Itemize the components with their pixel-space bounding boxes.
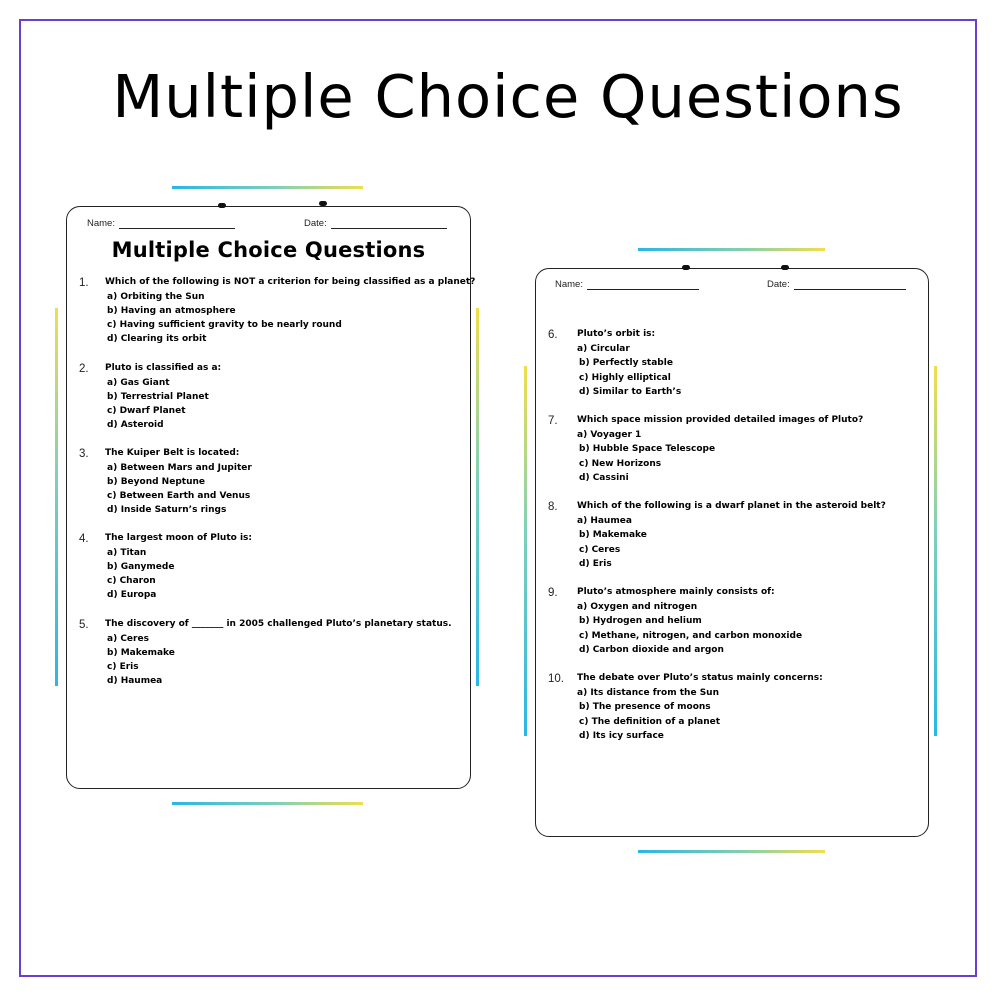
answer-option[interactable]: a) Its distance from the Sun (577, 687, 719, 698)
answer-option[interactable]: d) Haumea (107, 676, 163, 687)
binder-clip-icon (682, 265, 690, 270)
answer-option[interactable]: a) Haumea (577, 515, 632, 526)
answer-option[interactable]: d) Clearing its orbit (107, 334, 207, 345)
answer-option[interactable]: d) Europa (107, 590, 157, 601)
answer-option[interactable]: b) Hubble Space Telescope (579, 444, 716, 454)
name-label: Name: (87, 218, 115, 229)
answer-option[interactable]: d) Asteroid (107, 420, 164, 431)
answer-option[interactable]: c) The definition of a planet (579, 716, 721, 727)
accent-line-top-left (172, 186, 363, 189)
accent-line-left-outer (55, 308, 58, 686)
question-number: 8. (548, 501, 558, 513)
binder-clip-icon (781, 265, 789, 270)
accent-line-top-right (638, 248, 825, 251)
answer-option[interactable]: b) Makemake (579, 530, 647, 540)
answer-option[interactable]: a) Between Mars and Jupiter (107, 462, 252, 473)
date-field[interactable] (304, 218, 447, 229)
accent-line-right-outer (934, 366, 937, 736)
answer-option[interactable]: b) Hydrogen and helium (579, 616, 702, 626)
question-number: 4. (79, 533, 89, 545)
answer-option[interactable]: d) Similar to Earth’s (579, 387, 682, 397)
date-label: Date: (767, 279, 790, 290)
date-field[interactable] (767, 279, 906, 290)
answer-option[interactable]: d) Carbon dioxide and argon (579, 645, 724, 655)
answer-option[interactable]: c) Eris (107, 662, 139, 673)
answer-option[interactable]: c) Having sufficient gravity to be nearly round (107, 320, 342, 331)
answer-option[interactable]: a) Voyager 1 (577, 429, 642, 440)
answer-option[interactable]: b) Makemake (107, 647, 175, 658)
question-text: The largest moon of Pluto is: (105, 533, 252, 543)
question-text: Pluto’s orbit is: (577, 329, 656, 339)
question-text: The Kuiper Belt is located: (105, 448, 240, 458)
answer-option[interactable]: c) Methane, nitrogen, and carbon monoxide (579, 630, 803, 641)
question-number: 7. (548, 415, 558, 427)
answer-option[interactable]: c) Dwarf Planet (107, 406, 186, 417)
name-label: Name: (555, 279, 583, 290)
question-number: 2. (79, 363, 89, 375)
answer-option[interactable]: c) New Horizons (579, 458, 662, 469)
question-number: 3. (79, 448, 89, 460)
answer-option[interactable]: b) Terrestrial Planet (107, 391, 209, 402)
date-label: Date: (304, 218, 327, 229)
answer-option[interactable]: a) Titan (107, 547, 147, 558)
answer-option[interactable]: c) Highly elliptical (579, 372, 671, 383)
answer-option[interactable]: b) The presence of moons (579, 702, 711, 712)
answer-option[interactable]: b) Perfectly stable (579, 358, 673, 368)
accent-line-right-inner (524, 366, 527, 736)
question-text: Which of the following is a dwarf planet in the asteroid belt? (577, 501, 886, 511)
answer-option[interactable]: a) Oxygen and nitrogen (577, 601, 698, 612)
question-text: The debate over Pluto’s status mainly concerns: (577, 673, 823, 683)
worksheet-page-1 (66, 206, 476, 789)
answer-option[interactable]: a) Ceres (107, 633, 149, 644)
question-number: 5. (79, 619, 89, 631)
accent-line-bottom-right (638, 850, 825, 853)
answer-option[interactable]: b) Having an atmosphere (107, 305, 236, 316)
name-field[interactable] (87, 218, 235, 229)
binder-clip-icon (218, 203, 226, 208)
answer-option[interactable]: a) Gas Giant (107, 377, 170, 388)
question-number: 6. (548, 329, 558, 341)
accent-line-left-inner (476, 308, 479, 686)
answer-option[interactable]: b) Ganymede (107, 561, 175, 572)
answer-option[interactable]: c) Charon (107, 576, 156, 587)
question-text: Which space mission provided detailed images of Pluto? (577, 415, 864, 425)
question-text: Pluto is classified as a: (105, 363, 222, 373)
question-number: 9. (548, 587, 558, 599)
answer-option[interactable]: a) Circular (577, 343, 630, 354)
question-number: 1. (79, 277, 89, 289)
answer-option[interactable]: c) Between Earth and Venus (107, 491, 251, 502)
question-text: Pluto’s atmosphere mainly consists of: (577, 587, 775, 597)
answer-option[interactable]: d) Cassini (579, 473, 629, 483)
answer-option[interactable]: d) Its icy surface (579, 731, 664, 741)
worksheet-page-2 (535, 268, 929, 837)
question-text: Which of the following is NOT a criterion for being classified as a planet? (105, 277, 476, 287)
page-title: Multiple Choice Questions (112, 62, 904, 131)
answer-option[interactable]: b) Beyond Neptune (107, 476, 205, 487)
name-field[interactable] (555, 279, 699, 290)
answer-option[interactable]: c) Ceres (579, 544, 621, 555)
answer-option[interactable]: d) Inside Saturn’s rings (107, 505, 227, 516)
question-text: The discovery of _______ in 2005 challenged Pluto’s planetary status. (105, 619, 452, 629)
question-number: 10. (548, 673, 564, 685)
worksheet-title: Multiple Choice Questions (111, 238, 426, 262)
answer-option[interactable]: a) Orbiting the Sun (107, 291, 205, 302)
answer-option[interactable]: d) Eris (579, 559, 612, 569)
accent-line-bottom-left (172, 802, 363, 805)
binder-clip-icon (319, 201, 327, 206)
